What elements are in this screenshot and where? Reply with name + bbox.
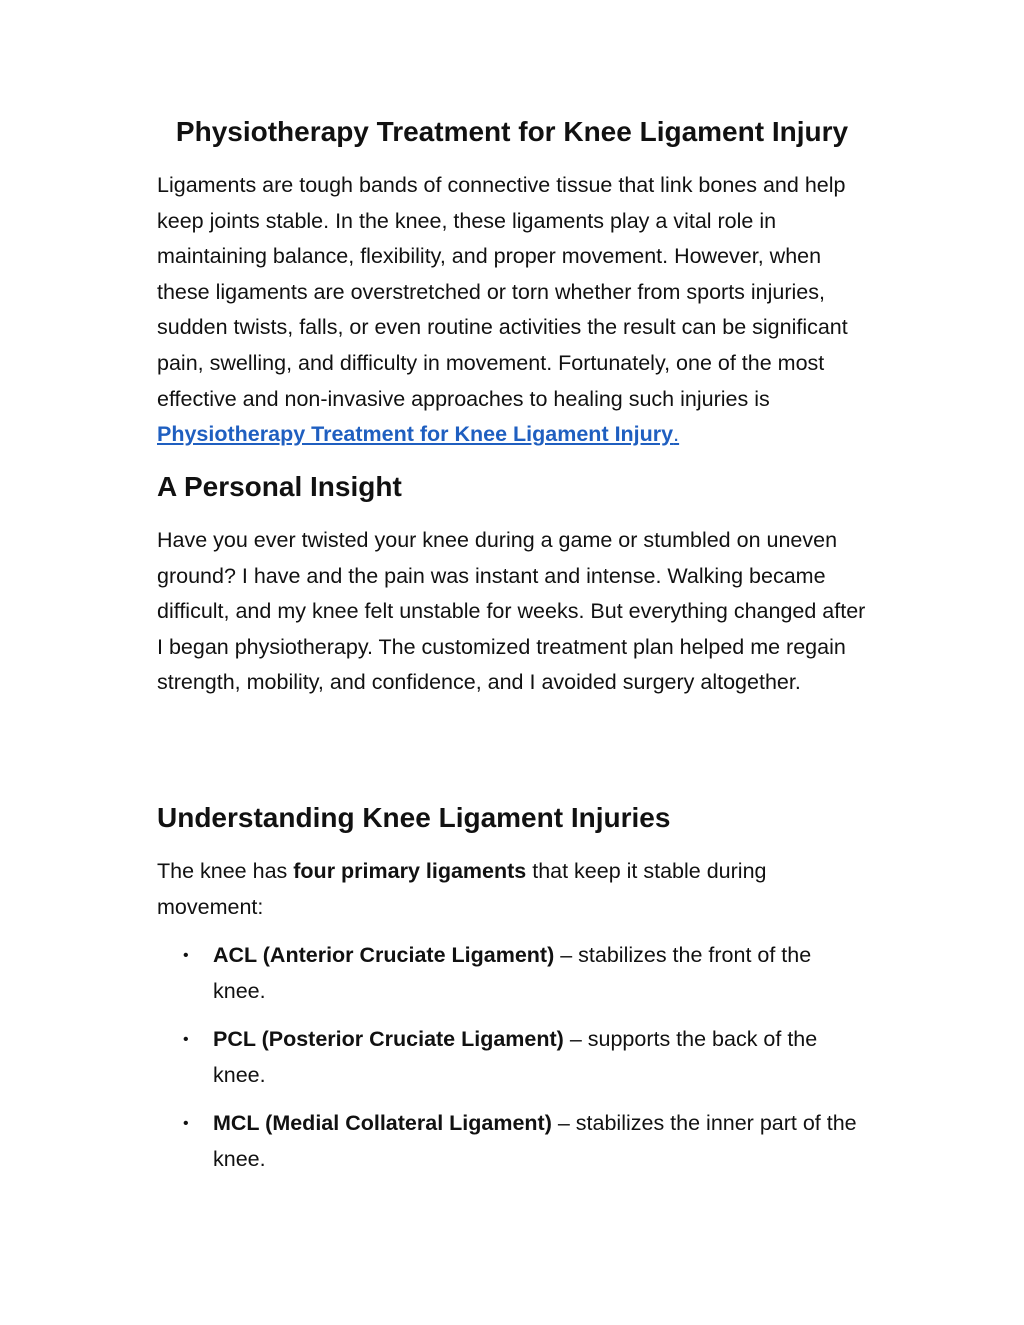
ligaments-intro-bold: four primary ligaments: [293, 859, 527, 883]
list-item-desc: – stabilizes the inner part of the knee.: [213, 1111, 857, 1171]
insight-paragraph: Have you ever twisted your knee during a game or stumbled on uneven ground? I have and the pain was instant and intense. Walking became difficult, and my knee felt unstable for weeks. But everything changed after I began physiotherapy. The customized treatment plan helped me regain strength, mobility, and confidence, and I avoided surgery altogether.: [157, 528, 866, 695]
section-heading-understanding: Understanding Knee Ligament Injuries: [157, 802, 671, 833]
ligaments-intro-paragraph: [157, 854, 869, 925]
ligaments-intro-rest: that keep it stable during movement:: [157, 859, 767, 919]
list-item-desc: – stabilizes the front of the knee.: [213, 943, 812, 1003]
list-item-text: [213, 1106, 863, 1177]
bullet-icon: •: [183, 1031, 189, 1048]
list-item-desc: – supports the back of the knee.: [213, 1027, 818, 1087]
intro-text: Ligaments are tough bands of connective tissue that link bones and help keep joints stable. In the knee, these ligaments play a vital role in maintaining balance, flexibility, and proper movement. However, when these ligaments are overstretched or torn whether from sports injuries, sudden twists, falls, or even routine activities the result can be significant pain, swelling, and difficulty in movement. Fortunately, one of the most effective and non-invasive approaches to healing such injuries is: [157, 173, 848, 411]
list-item-text: [213, 938, 863, 1009]
section-heading-insight: A Personal Insight: [157, 471, 402, 502]
treatment-link[interactable]: Physiotherapy Treatment for Knee Ligament Injury: [157, 422, 674, 447]
list-item-term: ACL (Anterior Cruciate Ligament): [213, 943, 555, 967]
list-item-term: MCL (Medial Collateral Ligament): [213, 1111, 552, 1135]
intro-period: .: [673, 422, 680, 447]
intro-paragraph: [157, 168, 869, 453]
page-title: Physiotherapy Treatment for Knee Ligament Injury: [175, 116, 849, 147]
bullet-icon: •: [183, 947, 189, 964]
list-item-text: [213, 1022, 863, 1093]
bullet-icon: •: [183, 1115, 189, 1132]
ligaments-intro-text: The knee has: [157, 859, 294, 883]
list-item-term: PCL (Posterior Cruciate Ligament): [213, 1027, 564, 1051]
